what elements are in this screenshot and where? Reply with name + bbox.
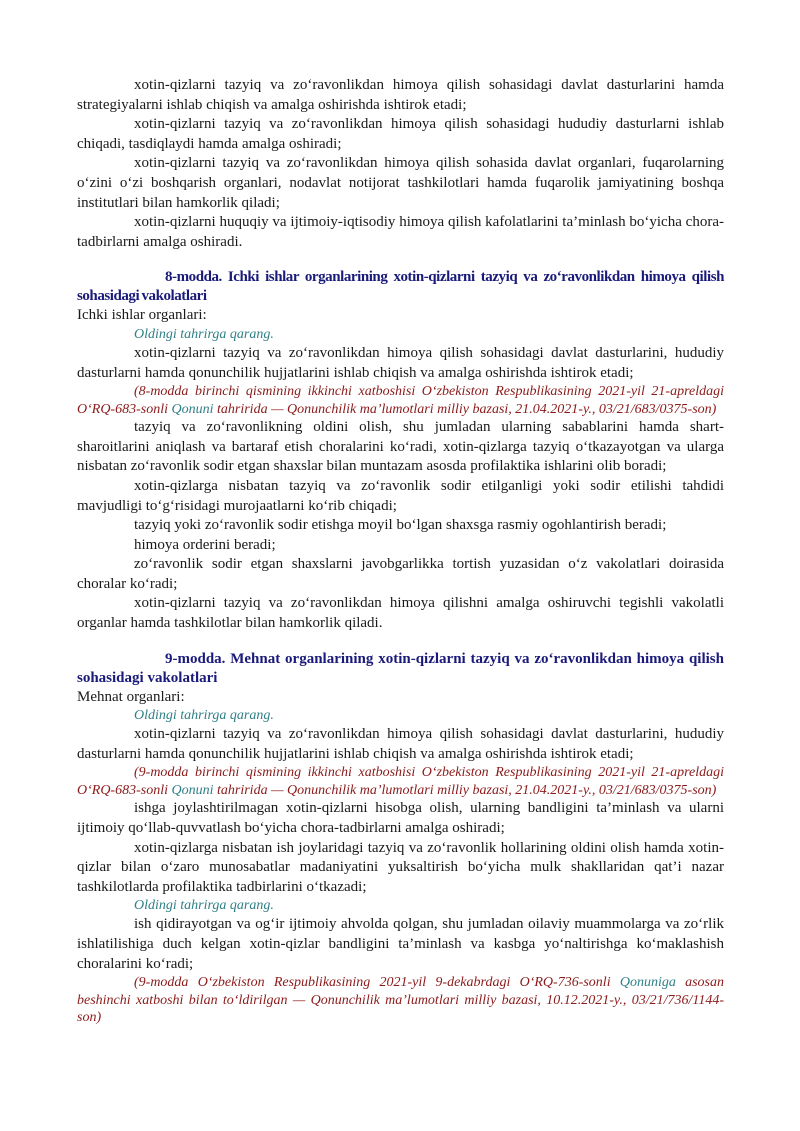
note-text: asosan beshinchi xatboshi bilan to‘ldirilgan — Qonunchilik ma’lumotlari milliy bazasi, 10.12.2021-y., 03/21/736/1144-son) — [77, 975, 724, 1026]
article-8-heading: 8-modda. Ichki ishlar organlarining xotin-qizlarni tazyiq va zo‘ravonlikdan himoya qilish sohasidagi vakolatlari — [77, 269, 724, 305]
article-8-item-2: tazyiq va zo‘ravonlikning oldini olish, shu jumladan ularning sabablarini hamda shart-sharoitlarini aniqlash va bartaraf etish choralarini ko‘radi, xotin-qizlarga tazyiq o‘tkazayotgan va ularga nisbatan zo‘ravonlik sodir etgan shaxslar bilan muntazam asosda profilaktika ishlarini olib boradi; — [77, 419, 724, 475]
article-8-item-4: tazyiq yoki zo‘ravonlik sodir etishga moyil bo‘lgan shaxsga rasmiy ogohlantirish beradi; — [134, 517, 667, 534]
article-9-amendment-note — [77, 764, 724, 799]
law-link[interactable]: Qonuniga — [619, 975, 676, 991]
note-text: (9-modda birinchi qismining ikkinchi xatboshisi O‘zbekiston Respublikasining 2021-yil 21-apreldagi O‘RQ-683-sonli — [77, 765, 724, 798]
article-8-item-1: xotin-qizlarni tazyiq va zo‘ravonlikdan himoya qilish sohasidagi davlat dasturlarini, hududiy dasturlarni hamda qonunchilik hujjatlarini ishlab chiqish va amalga oshirishda ishtirok etadi; — [77, 344, 724, 381]
note-text: (8-modda birinchi qismining ikkinchi xatboshisi O‘zbekiston Respublikasining 2021-yil 21-apreldagi O‘RQ-683-sonli — [77, 384, 724, 417]
note-text: tahririda — Qonunchilik ma’lumotlari milliy bazasi, 21.04.2021-y., 03/21/683/0375-son) — [213, 782, 717, 798]
article-9-prev-edition-link[interactable]: Oldingi tahrirga qarang. — [134, 708, 274, 724]
article-8-item-5: himoya orderini beradi; — [134, 536, 276, 553]
law-link[interactable]: Qonuni — [171, 401, 214, 417]
article-9-item-2: ishga joylashtirilmagan xotin-qizlarni hisobga olish, ularning bandligini ta’minlash va ularni ijtimoiy qo‘llab-quvvatlash bo‘yicha chora-tadbirlarni amalga oshiradi; — [77, 800, 724, 837]
note-text: (9-modda O‘zbekiston Respublikasining 2021-yil 9-dekabrdagi O‘RQ-736-sonli — [134, 975, 620, 991]
article-9-heading: 9-modda. Mehnat organlarining xotin-qizlarni tazyiq va zo‘ravonlikdan himoya qilish sohasidagi vakolatlari — [77, 650, 724, 686]
article-8-item-6: zo‘ravonlik sodir etgan shaxslarni javobgarlikka tortish yuzasidan o‘z vakolatlari doirasida choralar ko‘radi; — [77, 556, 724, 592]
article-9-item-3: xotin-qizlarga nisbatan ish joylaridagi tazyiq va zo‘ravonlik hollarining oldini olish hamda xotin-qizlar bilan o‘zaro munosabatlar madaniyatini yuksaltirish bo‘yicha mulk shakllaridan qat’i nazar tashkilotlarda profilaktika tadbirlarini o‘tkazadi; — [77, 839, 724, 895]
intro-item-4: xotin-qizlarni huquqiy va ijtimoiy-iqtisodiy himoya qilish kafolatlarini ta’minlash bo‘yicha chora-tadbirlarni amalga oshiradi. — [77, 214, 724, 250]
intro-item-1: xotin-qizlarni tazyiq va zo‘ravonlikdan himoya qilish sohasidagi davlat dasturlarini hamda strategiyalarni ishlab chiqish va amalga oshirishda ishtirok etadi; — [77, 77, 724, 113]
note-text: tahririda — Qonunchilik ma’lumotlari milliy bazasi, 21.04.2021-y., 03/21/683/0375-son) — [213, 401, 717, 417]
law-link[interactable]: Qonuni — [171, 782, 214, 798]
intro-item-2: xotin-qizlarni tazyiq va zo‘ravonlikdan himoya qilish sohasidagi hududiy dasturlarni ishlab chiqadi, tasdiqlaydi hamda amalga oshiradi; — [77, 116, 724, 152]
intro-item-3: xotin-qizlarni tazyiq va zo‘ravonlikdan himoya qilish sohasida davlat organlari, fuqarolarning o‘zini o‘zi boshqarish organlari, nodavlat notijorat tashkilotlari hamda fuqarolik jamiyatining boshqa institutlari bilan hamkorlik qiladi; — [77, 155, 724, 211]
article-8-intro: Ichki ishlar organlari: — [77, 307, 207, 324]
article-9-item-4: ish qidirayotgan va og‘ir ijtimoiy ahvolda qolgan, shu jumladan oilaviy muammolarga va zo‘rlik ishlatilishiga duch kelgan xotin-qizlar bandligini ta’minlash va kasbga yo‘naltirishga ko‘maklashish choralarini ko‘radi; — [77, 916, 724, 972]
article-9-prev-edition-link[interactable]: Oldingi tahrirga qarang. — [134, 898, 274, 914]
article-8-item-3: xotin-qizlarga nisbatan tazyiq va zo‘ravonlik sodir etilganligi yoki sodir etilishi tahdidi mavjudligi to‘g‘risidagi murojaatlarni ko‘rib chiqadi; — [77, 477, 724, 514]
document-page — [77, 76, 724, 1027]
article-9-item-1: xotin-qizlarni tazyiq va zo‘ravonlikdan himoya qilish sohasidagi davlat dasturlarini, hududiy dasturlarni hamda qonunchilik hujjatlarini ishlab chiqish va amalga oshirishda ishtirok etadi; — [77, 726, 724, 762]
article-8-prev-edition-link[interactable]: Oldingi tahrirga qarang. — [134, 326, 274, 342]
article-9-amendment-note — [77, 974, 724, 1027]
article-9-intro: Mehnat organlari: — [77, 688, 185, 705]
article-8-item-7: xotin-qizlarni tazyiq va zo‘ravonlikdan himoya qilishni amalga oshiruvchi tegishli vakolatli organlar hamda tashkilotlar bilan hamkorlik qiladi. — [77, 595, 724, 632]
article-8-amendment-note — [77, 383, 724, 418]
